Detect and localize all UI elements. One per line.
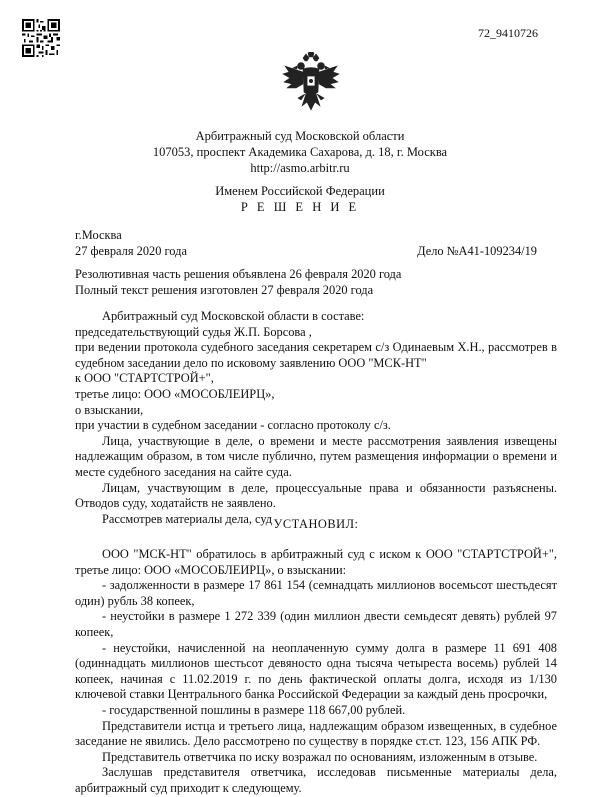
composition-line: о взыскании, [75,402,144,417]
claim-item: - неустойки в размере 1 272 339 (один миллион двести семьдесят девять) рублей 97 копеек, [75,609,557,639]
claim-item: - задолженности в размере 17 861 154 (семнадцать миллионов восемьсот шестьдесят один) рубль 38 копеек, [75,578,557,608]
court-url[interactable]: http://asmo.arbitr.ru [250,161,350,175]
section-heading: УСТАНОВИЛ: [273,517,359,531]
place: г.Москва [75,228,122,242]
paragraph: Заслушав представителя ответчика, исследовав письменные материалы дела, арбитражный суд приходит к следующему. [75,765,557,795]
place-date-block [75,228,557,259]
paragraph: Представитель ответчика по иску возражал по основаниям, изложенным в отзыве. [102,749,538,764]
composition-line: Арбитражный суд Московской области в составе: [102,309,365,323]
claim-intro: ООО "МСК-НТ" обратилось в арбитражный суд с иском к ООО "СТАРТСТРОЙ+", третье лицо: ООО «МОСОБЛЕИРЦ», о взыскании: [75,547,557,577]
claim-item: - государственной пошлины в размере 118 667,00 рублей. [102,702,406,717]
court-header [0,128,600,176]
claim-item: - неустойки, начисленной на неоплаченную сумму долга в размере 11 691 408 (одиннадцать миллионов шестьсот девяносто одна тысяча четыреста восемь) рублей 14 копеек, начиная с 11.02.2019 г. по день фактической оплаты долга, исходя из 1/130 ключевой ставки Центрального банка Российской Федерации за каждый день просрочки, [75,640,557,702]
paragraph: Представители истца и третьего лица, надлежащим образом извещенных, в судебное заседание не явились. Дело рассмотрено по существу в порядке ст.ст. 123, 156 АПК РФ. [75,718,557,749]
claim-block [75,547,557,797]
qr-code [22,19,60,57]
resolution-note: Резолютивная часть решения объявлена 26 февраля 2020 года [75,267,402,281]
composition-line: к ООО "СТАРТСТРОЙ+", [75,371,214,386]
composition-line: третье лицо: ООО «МОСОБЛЕИРЦ», [75,386,275,401]
full-text-note: Полный текст решения изготовлен 27 февраля 2020 года [75,282,374,297]
paragraph: Рассмотрев материалы дела, суд [102,511,273,526]
court-address: 107053, проспект Академика Сахарова, д. 18, г. Москва [152,145,448,159]
composition-line: при участии в судебном заседании - согласно протоколу с/з. [75,418,391,433]
case-number: Дело №А41-109234/19 [417,243,537,258]
document-number: 72_9410726 [478,26,538,40]
court-name: Арбитражный суд Московской области [195,129,405,143]
decision-date: 27 февраля 2020 года [75,243,187,258]
document-title [0,183,600,215]
title-line-1: Именем Российской Федерации [215,184,385,198]
resolution-notes [75,267,557,298]
paragraph: Лица, участвующие в деле, о времени и месте рассмотрения заявления извещены надлежащим образом, в том числе публично, путем размещения информации о времени и месте судебного заседания на сайте суда. [75,433,557,479]
composition-line: при ведении протокола судебного заседания секретарем с/з Одинаевым Х.Н., рассмотрев в судебном заседании дело по исковому заявлению ООО "МСК-НТ" [75,340,557,370]
title-decision: Р Е Ш Е Н И Е [240,200,360,214]
court-composition [75,309,557,527]
emblem-icon [281,52,341,117]
paragraph: Лицам, участвующим в деле, процессуальные права и обязанности разъяснены. Отводов суду, ходатайств не заявлено. [75,480,557,511]
composition-line: председательствующий судья Ж.П. Борсова , [75,324,312,339]
